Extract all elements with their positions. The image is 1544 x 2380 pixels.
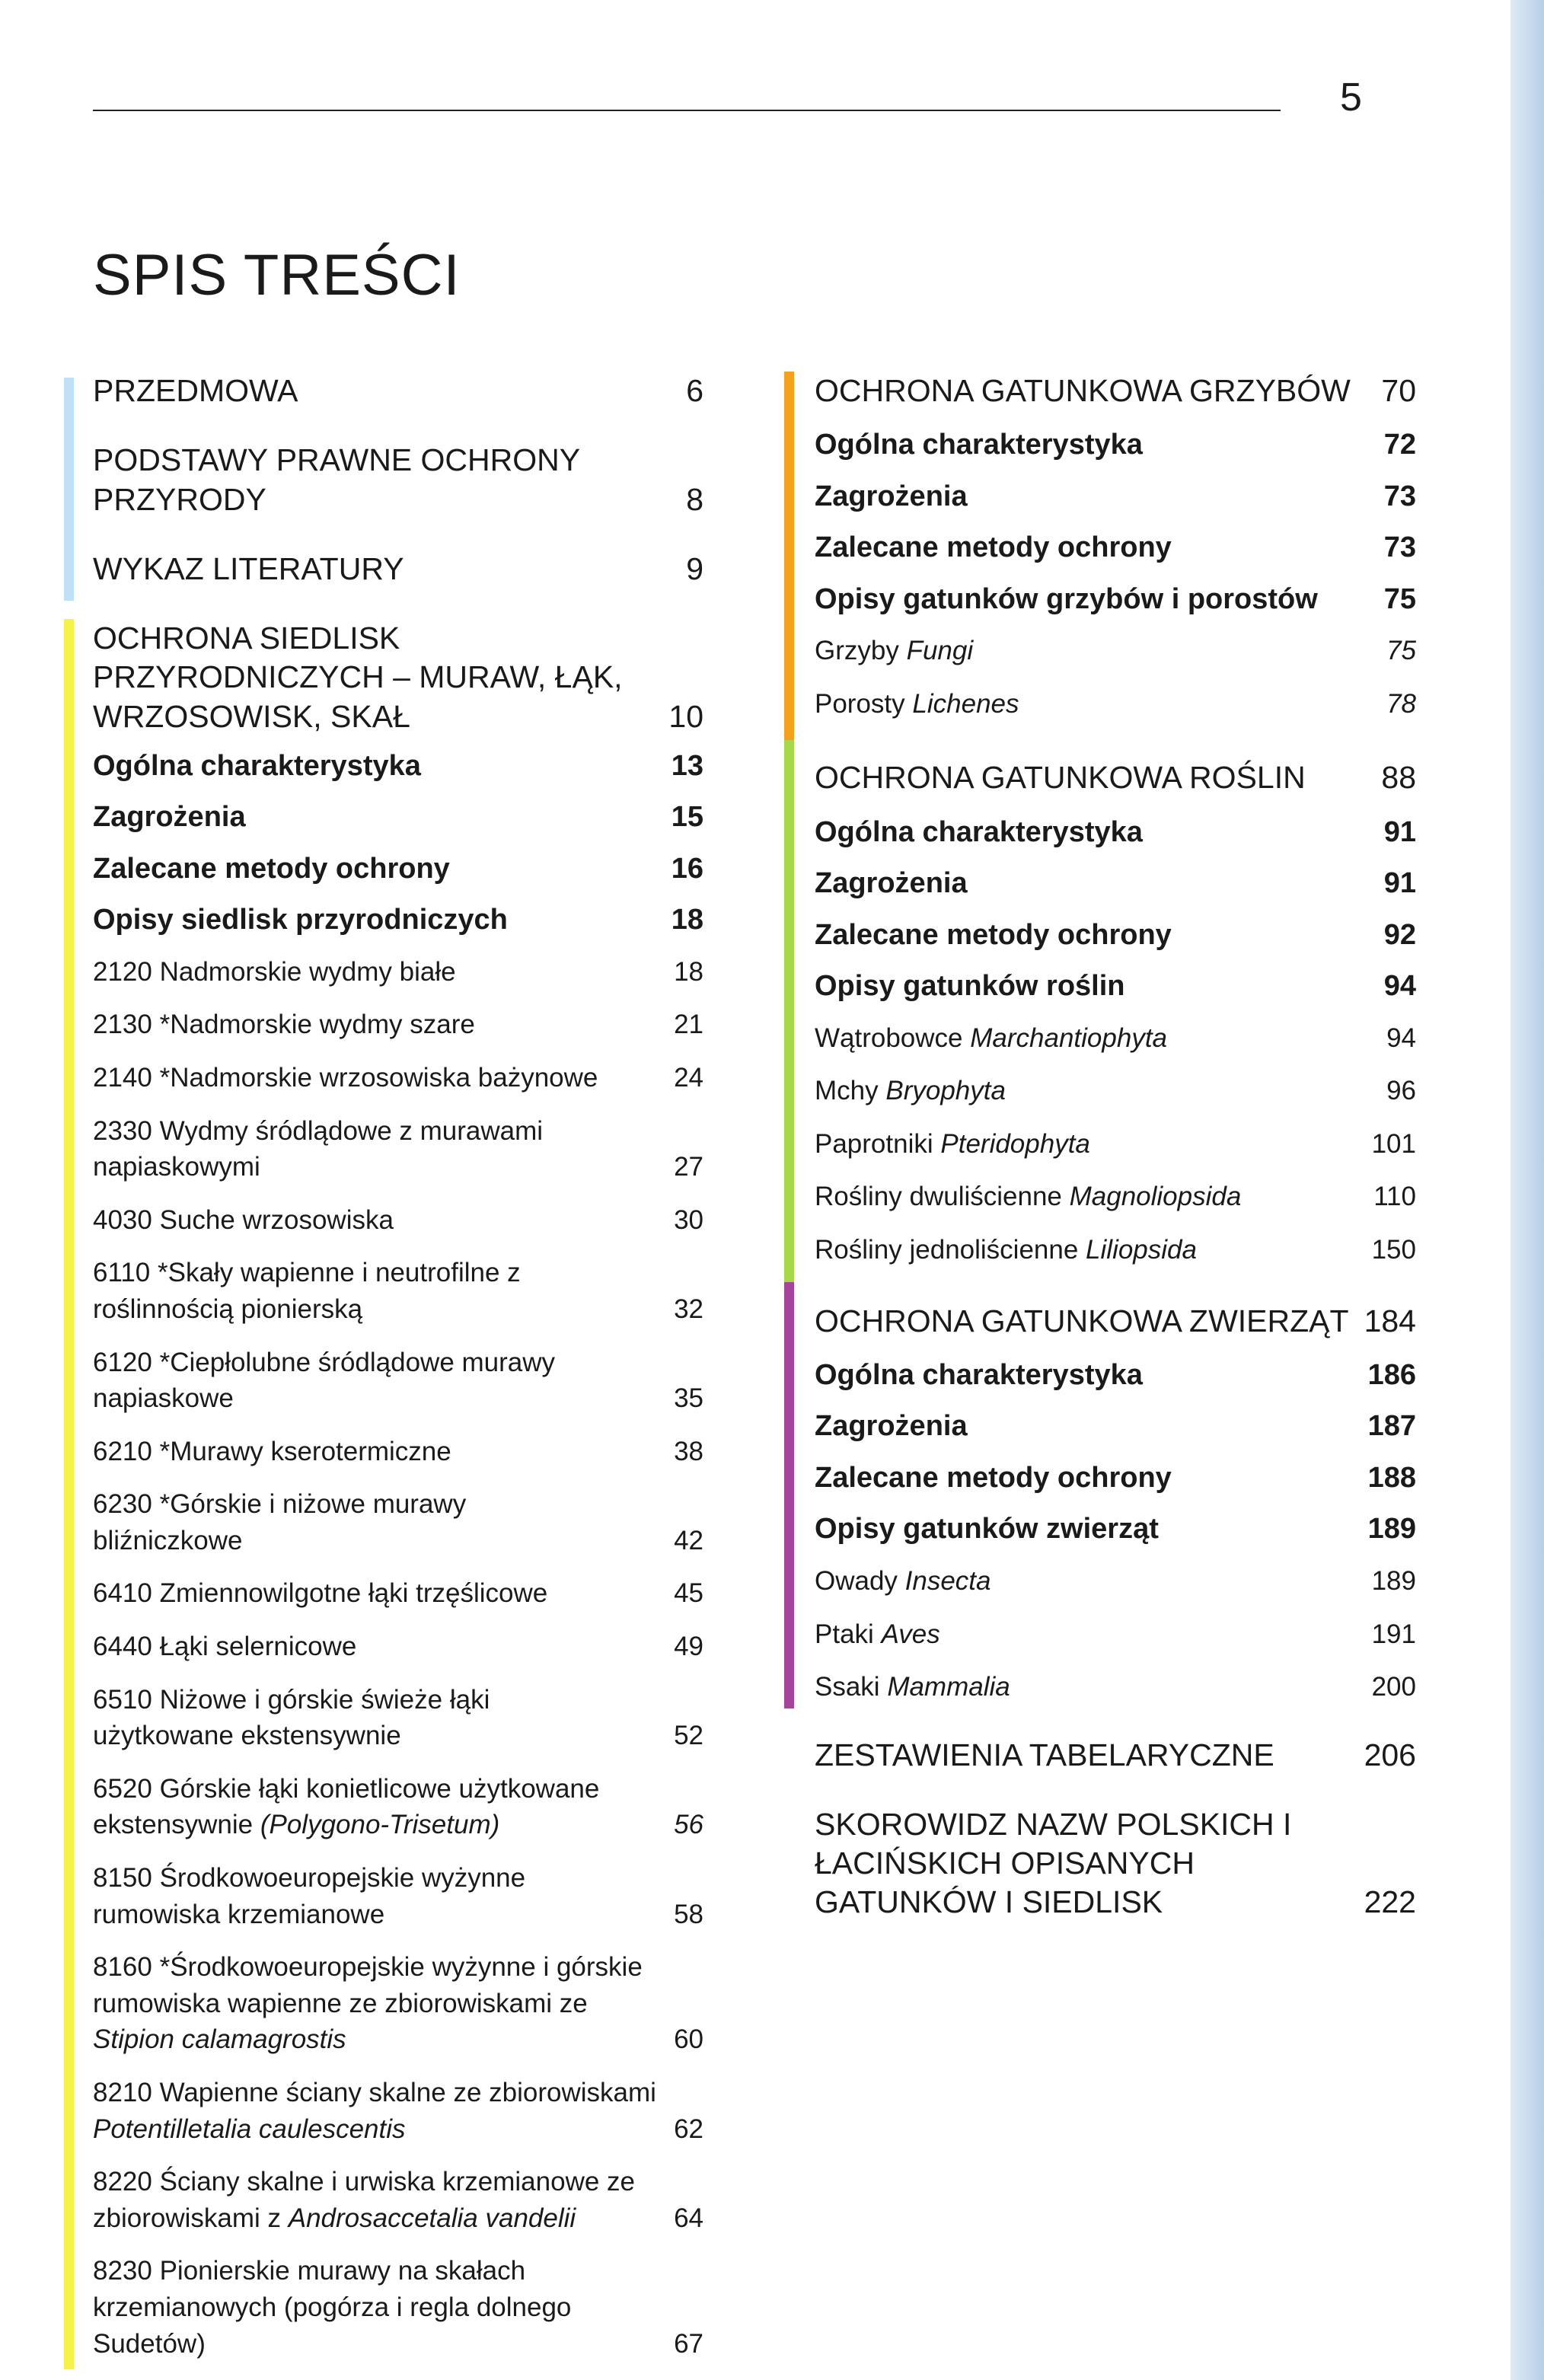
entry-name: Grzyby <box>815 636 907 666</box>
entry-title: Ogólna charakterystyka <box>93 749 421 782</box>
toc-entry-podstawy-prawne[interactable] <box>93 441 703 519</box>
entry-page: 75 <box>1386 636 1416 666</box>
entry-latin: Stipion calamagrostis <box>93 2024 346 2055</box>
entry-page: 16 <box>671 852 703 885</box>
group-siedliska <box>93 619 703 2362</box>
page-title: SPIS TREŚCI <box>93 243 461 308</box>
entry-page: 94 <box>1383 970 1416 1003</box>
entry-page: 189 <box>1371 1565 1416 1596</box>
entry-title: Zalecane metody ochrony <box>93 852 450 885</box>
entry-page: 187 <box>1367 1410 1416 1443</box>
entry-page: 38 <box>674 1436 703 1466</box>
entry-title: 2140 *Nadmorskie wrzosowiska bażynowe <box>93 1062 598 1093</box>
entry-latin: Androsaccetalia vandelii <box>288 2203 576 2233</box>
entry-page: 150 <box>1371 1235 1416 1265</box>
entry-page: 88 <box>1381 760 1416 796</box>
entry-title <box>815 1669 1372 1705</box>
entry-title: Opisy gatunków zwierząt <box>815 1513 1159 1546</box>
toc-entry-zwierzeta-metody[interactable] <box>815 1460 1416 1497</box>
entry-text: 8220 Ściany skalne i urwiska krzemianowe ze zbiorowiskami z <box>93 2167 635 2233</box>
entry-page: 24 <box>674 1062 703 1093</box>
entry-page: 186 <box>1367 1358 1416 1391</box>
entry-page: 45 <box>674 1578 703 1609</box>
entry-title: Zagrożenia <box>815 480 968 512</box>
entry-title: 8230 Pionierskie murawy na skałach krzemianowych (pogórza i regla dolnego Sudetów) <box>93 2256 572 2359</box>
entry-title: OCHRONA SIEDLISK PRZYRODNICZYCH – MURAW, ŁĄK, WRZOSOWISK, SKAŁ <box>93 621 623 734</box>
toc-entry-8210[interactable] <box>93 2075 703 2147</box>
entry-title: OCHRONA GATUNKOWA ZWIERZĄT <box>815 1303 1349 1338</box>
toc-entry-6520[interactable] <box>93 1771 703 1843</box>
color-bar-siedliska <box>64 619 74 2369</box>
toc-entry-rosliny-metody[interactable] <box>815 917 1416 954</box>
toc-entry-6110[interactable] <box>93 1255 703 1327</box>
toc-entry-opisy-zwierzat[interactable] <box>815 1511 1416 1548</box>
entry-page: 21 <box>674 1010 703 1040</box>
entry-page: 222 <box>1364 1884 1416 1920</box>
entry-title: 8150 Środkowoeuropejskie wyżynne rumowiska krzemianowe <box>93 1863 526 1929</box>
entry-page: 72 <box>1383 429 1416 461</box>
entry-title <box>93 1771 668 1843</box>
entry-latin: Pteridophyta <box>940 1128 1090 1159</box>
toc-entry-grzyby-zagrozenia[interactable] <box>815 479 1416 515</box>
entry-page: 60 <box>674 2024 703 2055</box>
entry-page: 73 <box>1383 531 1416 564</box>
entry-title: PODSTAWY PRAWNE OCHRONY PRZYRODY <box>93 442 580 517</box>
entry-page: 94 <box>1386 1023 1416 1053</box>
entry-page: 92 <box>1383 918 1416 951</box>
entry-page: 9 <box>686 550 703 586</box>
toc-entry-pteridophyta[interactable] <box>815 1126 1416 1163</box>
entry-title: OCHRONA GATUNKOWA ROŚLIN <box>815 760 1306 796</box>
header-rule <box>93 110 1281 111</box>
color-bar-zwierzeta <box>784 1282 794 1708</box>
toc-entry-2130[interactable] <box>93 1007 703 1043</box>
toc-entry-magnoliopsida[interactable] <box>815 1179 1416 1215</box>
entry-page: 18 <box>671 904 703 936</box>
entry-page: 27 <box>674 1152 703 1182</box>
entry-name: Ptaki <box>815 1619 882 1649</box>
entry-page: 49 <box>674 1632 703 1662</box>
entry-page: 10 <box>668 698 703 734</box>
entry-title: ZESTAWIENIA TABELARYCZNE <box>815 1737 1274 1772</box>
entry-title <box>815 1232 1372 1268</box>
entry-title: OCHRONA GATUNKOWA GRZYBÓW <box>815 373 1351 408</box>
toc-entry-8160[interactable] <box>93 1949 703 2058</box>
entry-page: 42 <box>674 1525 703 1555</box>
entry-page: 78 <box>1386 688 1416 719</box>
entry-page: 91 <box>1383 867 1416 900</box>
entry-title <box>815 1073 1386 1109</box>
entry-title: 2330 Wydmy śródlądowe z murawami napiaskowymi <box>93 1115 544 1182</box>
toc-entry-bryophyta[interactable] <box>815 1073 1416 1109</box>
entry-page: 32 <box>674 1294 703 1324</box>
toc-entry-lichenes[interactable] <box>815 686 1416 723</box>
entry-page: 67 <box>674 2328 703 2359</box>
toc-entry-skorowidz[interactable] <box>815 1805 1416 1922</box>
entry-name: Ssaki <box>815 1672 888 1702</box>
entry-title <box>815 633 1386 669</box>
entry-latin: Mammalia <box>887 1672 1010 1702</box>
entry-title: SKOROWIDZ NAZW POLSKICH I ŁACIŃSKICH OPISANYCH GATUNKÓW I SIEDLISK <box>815 1806 1292 1920</box>
entry-title: Zalecane metody ochrony <box>815 531 1172 564</box>
toc-entry-4030[interactable] <box>93 1202 703 1239</box>
group-zwierzeta <box>815 1302 1416 1705</box>
entry-title: Opisy siedlisk przyrodniczych <box>93 904 508 936</box>
toc-entry-6230[interactable] <box>93 1486 703 1558</box>
entry-title: 6110 *Skały wapienne i neutrofilne z roślinnością pionierską <box>93 1258 521 1324</box>
entry-title: Zagrożenia <box>815 867 968 900</box>
entry-title <box>93 1949 668 2058</box>
entry-title: PRZEDMOWA <box>93 373 298 408</box>
toc-entry-6510[interactable] <box>93 1682 703 1754</box>
entry-title: 2130 *Nadmorskie wydmy szare <box>93 1010 475 1040</box>
toc-entry-siedliska-zagrozenia[interactable] <box>93 799 703 836</box>
entry-title: 4030 Suche wrzosowiska <box>93 1204 394 1235</box>
toc-entry-6410[interactable] <box>93 1575 703 1612</box>
entry-page: 191 <box>1371 1619 1416 1649</box>
toc-entry-liliopsida[interactable] <box>815 1232 1416 1268</box>
entry-title <box>815 1563 1372 1600</box>
toc-entry-2120[interactable] <box>93 954 703 991</box>
entry-title: 6120 *Ciepłolubne śródlądowe murawy napiaskowe <box>93 1347 556 1414</box>
entry-page: 188 <box>1367 1461 1416 1494</box>
toc-entry-opisy-grzybow[interactable] <box>815 582 1416 618</box>
entry-title: WYKAZ LITERATURY <box>93 550 404 586</box>
entry-text: 8210 Wapienne ściany skalne ze zbiorowiskami <box>93 2078 656 2107</box>
entry-page: 15 <box>671 801 703 834</box>
entry-title <box>815 1616 1372 1653</box>
entry-title: 6210 *Murawy kserotermiczne <box>93 1436 451 1466</box>
toc-entry-8230[interactable] <box>93 2253 703 2362</box>
toc-entry-grzyby-metody[interactable] <box>815 530 1416 566</box>
entry-page: 101 <box>1371 1128 1416 1159</box>
toc-entry-ochrona-grzybow[interactable] <box>815 372 1416 410</box>
entry-page: 64 <box>674 2203 703 2233</box>
toc-entry-mammalia[interactable] <box>815 1669 1416 1705</box>
group-rosliny <box>815 758 1416 1268</box>
toc-entry-8220[interactable] <box>93 2164 703 2236</box>
entry-name: Porosty <box>815 688 913 719</box>
entry-page: 30 <box>674 1204 703 1235</box>
entry-page: 18 <box>674 956 703 987</box>
entry-title: Zalecane metody ochrony <box>815 918 1172 951</box>
entry-title: 2120 Nadmorskie wydmy białe <box>93 956 456 987</box>
toc-entry-insecta[interactable] <box>815 1563 1416 1600</box>
entry-name: Owady <box>815 1565 905 1596</box>
entry-text: 8160 *Środkowoeuropejskie wyżynne i górskie rumowiska wapienne ze zbiorowiskami ze <box>93 1952 643 2018</box>
color-bar-front-matter <box>64 378 74 601</box>
entry-page: 35 <box>674 1383 703 1414</box>
color-bar-rosliny <box>784 740 794 1281</box>
page-edge <box>1511 0 1544 2380</box>
entry-title: Opisy gatunków roślin <box>815 970 1125 1003</box>
entry-page: 189 <box>1367 1513 1416 1546</box>
page-number: 5 <box>1340 75 1362 120</box>
entry-text: 6520 Górskie łąki konietlicowe użytkowane ekstensywnie <box>93 1773 600 1840</box>
entry-title <box>815 1126 1372 1163</box>
entry-latin: Fungi <box>906 636 974 666</box>
toc-entry-6210[interactable] <box>93 1434 703 1470</box>
toc-entry-6440[interactable] <box>93 1629 703 1665</box>
entry-latin: Marchantiophyta <box>970 1023 1168 1053</box>
entry-title: Zagrożenia <box>815 1410 968 1443</box>
toc-left-column <box>93 372 703 2378</box>
entry-latin: (Polygono-Trisetum) <box>260 1810 500 1840</box>
toc-entry-grzyby-charakterystyka[interactable] <box>815 427 1416 464</box>
entry-page: 56 <box>674 1810 703 1840</box>
entry-page: 206 <box>1364 1737 1416 1772</box>
entry-latin: Lichenes <box>912 688 1019 719</box>
entry-name: Paprotniki <box>815 1128 941 1159</box>
toc-entry-rosliny-zagrozenia[interactable] <box>815 866 1416 902</box>
entry-title: Zalecane metody ochrony <box>815 1461 1172 1494</box>
entry-title: 6230 *Górskie i niżowe murawy bliźniczkowe <box>93 1489 467 1555</box>
toc-entry-zwierzeta-charakterystyka[interactable] <box>815 1357 1416 1394</box>
toc-entry-siedliska-metody[interactable] <box>93 851 703 888</box>
entry-page: 200 <box>1371 1672 1416 1702</box>
entry-title <box>93 2164 674 2236</box>
toc-entry-zwierzeta-zagrozenia[interactable] <box>815 1409 1416 1445</box>
entry-page: 184 <box>1364 1303 1416 1338</box>
toc-entry-ochrona-siedlisk[interactable] <box>93 619 703 736</box>
toc-entry-2140[interactable] <box>93 1060 703 1096</box>
entry-name: Mchy <box>815 1076 886 1106</box>
entry-latin: Insecta <box>904 1565 991 1596</box>
entry-title: Ogólna charakterystyka <box>815 1358 1143 1391</box>
entry-latin: Potentilletalia caulescentis <box>93 2114 406 2144</box>
entry-title: 6440 Łąki selernicowe <box>93 1632 357 1662</box>
group-front-matter <box>93 372 703 589</box>
toc-entry-siedliska-charakterystyka[interactable] <box>93 748 703 785</box>
entry-page: 62 <box>674 2114 703 2144</box>
toc-entry-8150[interactable] <box>93 1860 703 1932</box>
entry-latin: Liliopsida <box>1086 1235 1197 1265</box>
entry-name: Rośliny jednoliścienne <box>815 1235 1086 1265</box>
entry-page: 96 <box>1386 1076 1416 1106</box>
toc-entry-marchantiophyta[interactable] <box>815 1020 1416 1057</box>
toc-entry-opisy-roslin[interactable] <box>815 968 1416 1005</box>
entry-title <box>815 686 1386 723</box>
toc-entry-ochrona-zwierzat[interactable] <box>815 1302 1416 1341</box>
entry-page: 58 <box>674 1899 703 1929</box>
entry-page: 75 <box>1383 582 1416 615</box>
toc-entry-opisy-siedlisk[interactable] <box>93 902 703 939</box>
toc-entry-przedmowa[interactable] <box>93 372 703 410</box>
entry-title <box>815 1179 1373 1215</box>
toc-entry-rosliny-charakterystyka[interactable] <box>815 815 1416 851</box>
toc-entry-zestawienia[interactable] <box>815 1736 1416 1775</box>
toc-entry-ochrona-roslin[interactable] <box>815 758 1416 797</box>
entry-title: Zagrożenia <box>93 801 246 834</box>
color-bar-grzyby <box>784 372 794 740</box>
toc-entry-wykaz-literatury[interactable] <box>93 550 703 589</box>
entry-latin: Aves <box>881 1619 940 1649</box>
toc-entry-fungi[interactable] <box>815 633 1416 669</box>
entry-title <box>93 2075 674 2147</box>
group-grzyby <box>815 372 1416 722</box>
entry-latin: Magnoliopsida <box>1069 1182 1242 1212</box>
entry-page: 73 <box>1383 480 1416 512</box>
entry-page: 52 <box>674 1721 703 1751</box>
entry-title: Ogólna charakterystyka <box>815 429 1143 461</box>
entry-title: 6410 Zmiennowilgotne łąki trzęślicowe <box>93 1578 548 1609</box>
entry-name: Rośliny dwuliścienne <box>815 1182 1070 1212</box>
entry-title <box>815 1020 1386 1057</box>
toc-entry-aves[interactable] <box>815 1616 1416 1653</box>
entry-page: 110 <box>1373 1182 1416 1212</box>
entry-page: 6 <box>686 373 703 408</box>
toc-right-column <box>815 372 1416 1938</box>
entry-title: Ogólna charakterystyka <box>815 815 1143 848</box>
entry-page: 70 <box>1381 373 1416 408</box>
entry-title: 6510 Niżowe i górskie świeże łąki użytkowane ekstensywnie <box>93 1684 490 1751</box>
entry-page: 91 <box>1383 815 1416 848</box>
entry-title: Opisy gatunków grzybów i porostów <box>815 582 1318 615</box>
entry-name: Wątrobowce <box>815 1023 971 1053</box>
entry-page: 8 <box>686 481 703 517</box>
toc-entry-6120[interactable] <box>93 1345 703 1417</box>
toc-entry-2330[interactable] <box>93 1113 703 1185</box>
entry-latin: Bryophyta <box>885 1076 1006 1106</box>
entry-page: 13 <box>671 749 703 782</box>
